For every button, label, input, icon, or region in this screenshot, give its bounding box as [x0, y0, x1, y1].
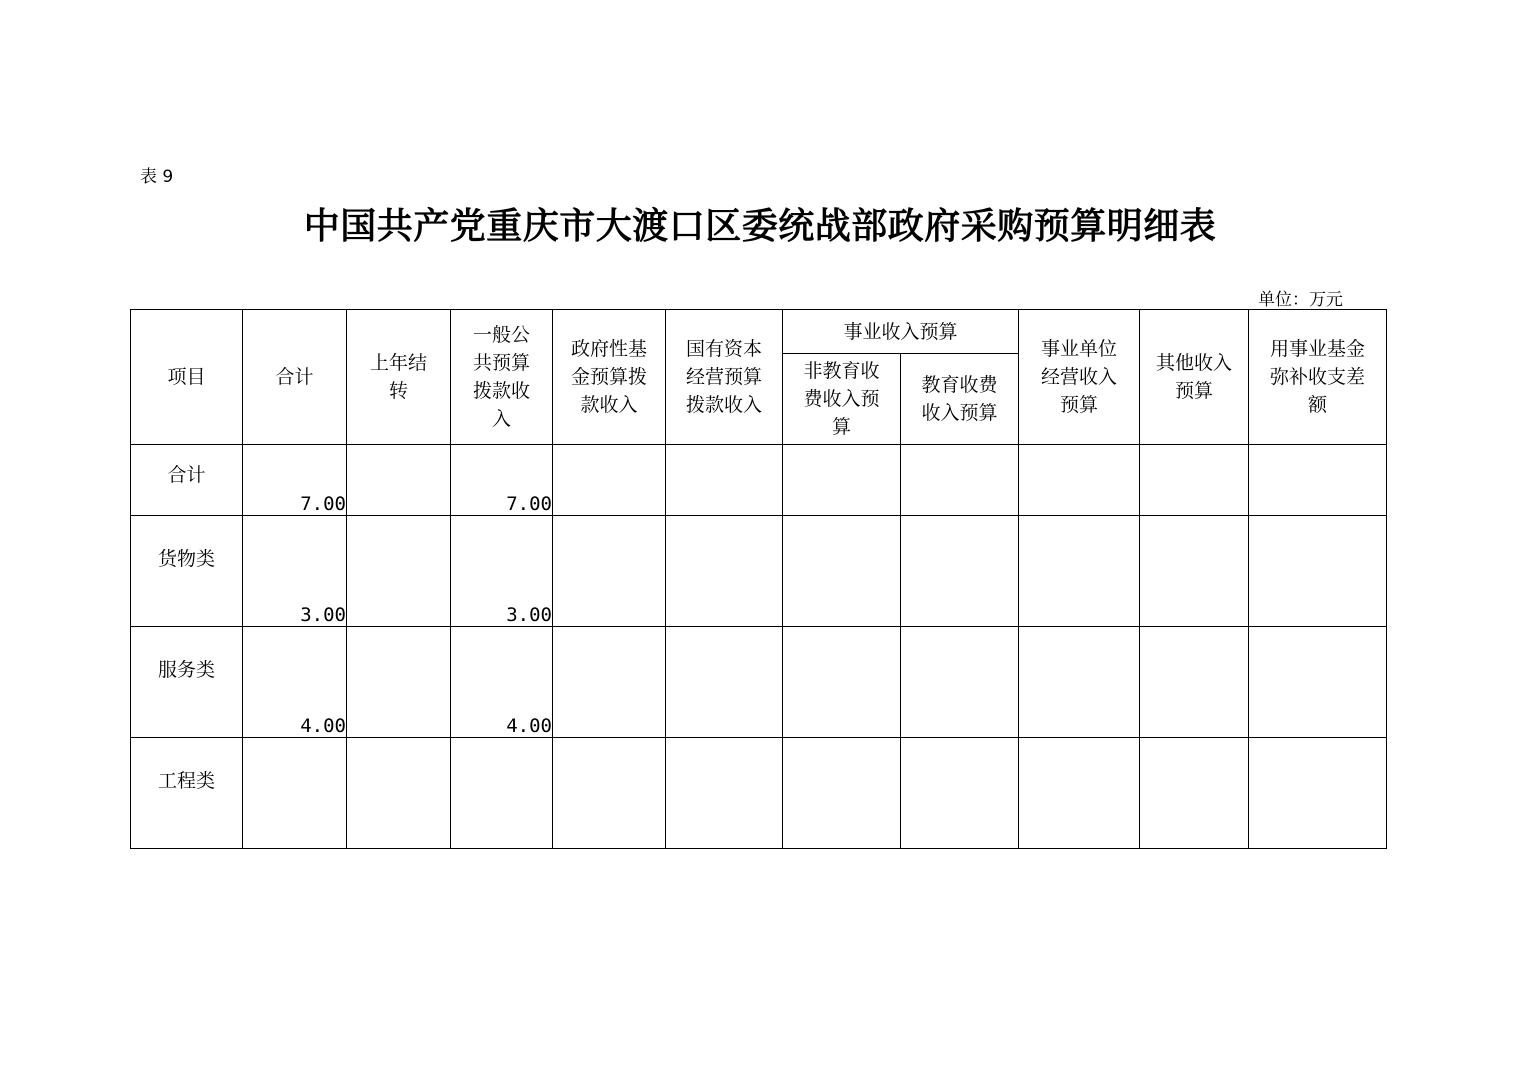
header-other-income: 其他收入预算: [1140, 310, 1249, 445]
header-item: 项目: [131, 310, 243, 445]
cell-non-edu-fee: [783, 516, 901, 627]
cell-edu-fee: [901, 516, 1019, 627]
cell-unit-operating: [1019, 627, 1140, 738]
cell-other-income: [1140, 627, 1249, 738]
cell-unit-operating: [1019, 445, 1140, 516]
cell-state-capital: [666, 516, 783, 627]
cell-non-edu-fee: [783, 445, 901, 516]
cell-non-edu-fee: [783, 738, 901, 849]
header-total: 合计: [243, 310, 347, 445]
unit-label: 单位：万元: [1258, 290, 1343, 310]
cell-other-income: [1140, 516, 1249, 627]
cell-edu-fee: [901, 738, 1019, 849]
cell-fund-offset: [1249, 516, 1387, 627]
cell-general-public: 7.00: [451, 445, 553, 516]
cell-edu-fee: [901, 445, 1019, 516]
cell-non-edu-fee: [783, 627, 901, 738]
header-non-edu-fee: 非教育收费收入预算: [783, 354, 901, 445]
table-row: [131, 445, 1387, 516]
table-row: [131, 627, 1387, 738]
table-number: 表 9: [140, 167, 174, 187]
cell-gov-fund: [553, 738, 666, 849]
procurement-budget-table: [130, 309, 1387, 849]
header-gov-fund: 政府性基金预算拨款收入: [553, 310, 666, 445]
cell-fund-offset: [1249, 445, 1387, 516]
cell-carryover: [347, 516, 451, 627]
cell-gov-fund: [553, 516, 666, 627]
table-row: [131, 738, 1387, 849]
cell-carryover: [347, 627, 451, 738]
header-general-public: 一般公共预算拨款收入: [451, 310, 553, 445]
row-label: 合计: [131, 445, 243, 516]
cell-unit-operating: [1019, 516, 1140, 627]
header-edu-fee: 教育收费收入预算: [901, 354, 1019, 445]
row-label: 货物类: [131, 516, 243, 627]
cell-state-capital: [666, 445, 783, 516]
cell-carryover: [347, 445, 451, 516]
cell-general-public: [451, 738, 553, 849]
cell-total: 7.00: [243, 445, 347, 516]
table-row: [131, 516, 1387, 627]
header-carryover: 上年结转: [347, 310, 451, 445]
cell-total: 4.00: [243, 627, 347, 738]
cell-general-public: 3.00: [451, 516, 553, 627]
cell-total: 3.00: [243, 516, 347, 627]
cell-gov-fund: [553, 445, 666, 516]
cell-state-capital: [666, 627, 783, 738]
cell-other-income: [1140, 738, 1249, 849]
header-business-income: 事业收入预算: [783, 310, 1019, 354]
cell-other-income: [1140, 445, 1249, 516]
page-title: 中国共产党重庆市大渡口区委统战部政府采购预算明细表: [303, 206, 1217, 247]
cell-carryover: [347, 738, 451, 849]
row-label: 工程类: [131, 738, 243, 849]
cell-fund-offset: [1249, 627, 1387, 738]
cell-edu-fee: [901, 627, 1019, 738]
cell-gov-fund: [553, 627, 666, 738]
header-fund-offset: 用事业基金弥补收支差额: [1249, 310, 1387, 445]
cell-state-capital: [666, 738, 783, 849]
header-unit-operating: 事业单位经营收入预算: [1019, 310, 1140, 445]
header-state-capital: 国有资本经营预算拨款收入: [666, 310, 783, 445]
cell-total: [243, 738, 347, 849]
cell-fund-offset: [1249, 738, 1387, 849]
cell-general-public: 4.00: [451, 627, 553, 738]
row-label: 服务类: [131, 627, 243, 738]
cell-unit-operating: [1019, 738, 1140, 849]
